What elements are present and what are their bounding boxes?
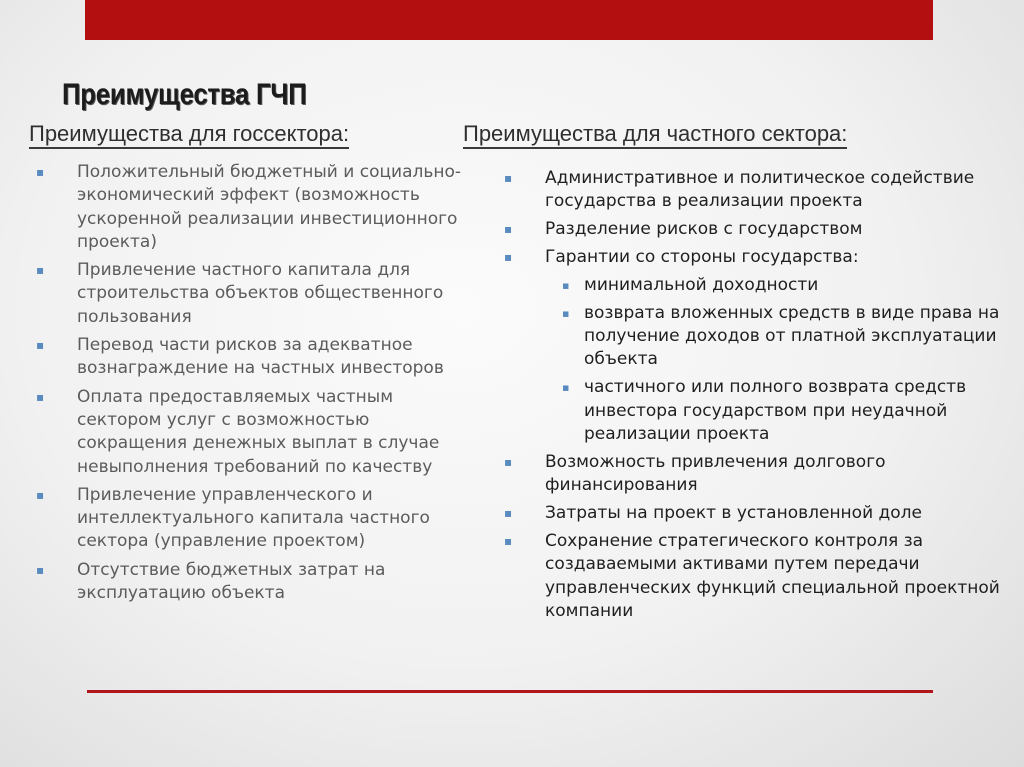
square-bullet-icon: ▪ [504,250,513,265]
public-sector-list [29,161,469,605]
square-bullet-icon: ▪ [36,487,45,502]
square-bullet-icon: ▪ [36,389,45,404]
private-sector-list [463,167,1003,623]
square-bullet-icon: ▪ [504,171,513,185]
private-sector-heading: Преимущества для частного сектора: [463,121,847,149]
public-sector-column [29,121,469,610]
public-sector-heading: Преимущества для госсектора: [29,121,349,149]
square-bullet-icon: ▪ [36,165,45,179]
list-item: ▪ Административное и политическое содействие государства в реализации проекта [504,168,975,212]
sub-list-item: ▪ частичного или полного возврата средств инвестора государством при неудачной реализации проекта [562,377,967,444]
list-item: ▪ Перевод части рисков за адекватное вознаграждение на частных инвесторов [36,335,444,379]
square-bullet-icon: ▪ [36,263,45,278]
list-item: ▪ Сохранение стратегического контроля за создаваемыми активами путем передачи управленческих функций специальной проектной компании [504,530,1000,621]
sub-list-item: ▪ возврата вложенных средств в виде права на получение доходов от платной эксплуатации объекта [562,302,1000,370]
bottom-divider [87,690,933,693]
slide-title: Преимущества ГЧП [62,78,307,111]
list-item: ▪ Отсутствие бюджетных затрат на эксплуатацию объекта [36,559,386,604]
list-item: ▪ Привлечение частного капитала для строительства объектов общественного пользования [36,260,444,327]
small-square-bullet-icon: ▪ [562,381,570,395]
list-item: ▪ Положительный бюджетный и социально-экономический эффект (возможность ускоренной реализации инвестиционного проекта) [36,162,462,252]
small-square-bullet-icon: ▪ [562,306,570,320]
square-bullet-icon: ▪ [504,454,513,469]
list-item: ▪ Гарантии со стороны государства: [504,247,859,268]
list-item: ▪ Затраты на проект в установленной доле [504,503,923,524]
list-item: ▪ Возможность привлечения долгового финансирования [504,451,886,496]
top-accent-bar [85,0,933,40]
square-bullet-icon: ▪ [504,506,513,521]
list-item: ▪ Оплата предоставляемых частным сектором услуг с возможностью сокращения денежных выплат в случае невыполнения требований по качеству [36,386,440,477]
list-item: ▪ Привлечение управленческого и интеллектуального капитала частного сектора (управление проектом) [36,484,430,552]
list-item: ▪ Разделение рисков с государством [504,219,863,240]
square-bullet-icon: ▪ [504,222,513,237]
square-bullet-icon: ▪ [36,562,45,577]
square-bullet-icon: ▪ [504,533,513,548]
sub-list-item: ▪ минимальной доходности [562,274,819,295]
private-sector-column [463,121,1003,628]
square-bullet-icon: ▪ [36,338,45,353]
small-square-bullet-icon: ▪ [562,278,570,292]
